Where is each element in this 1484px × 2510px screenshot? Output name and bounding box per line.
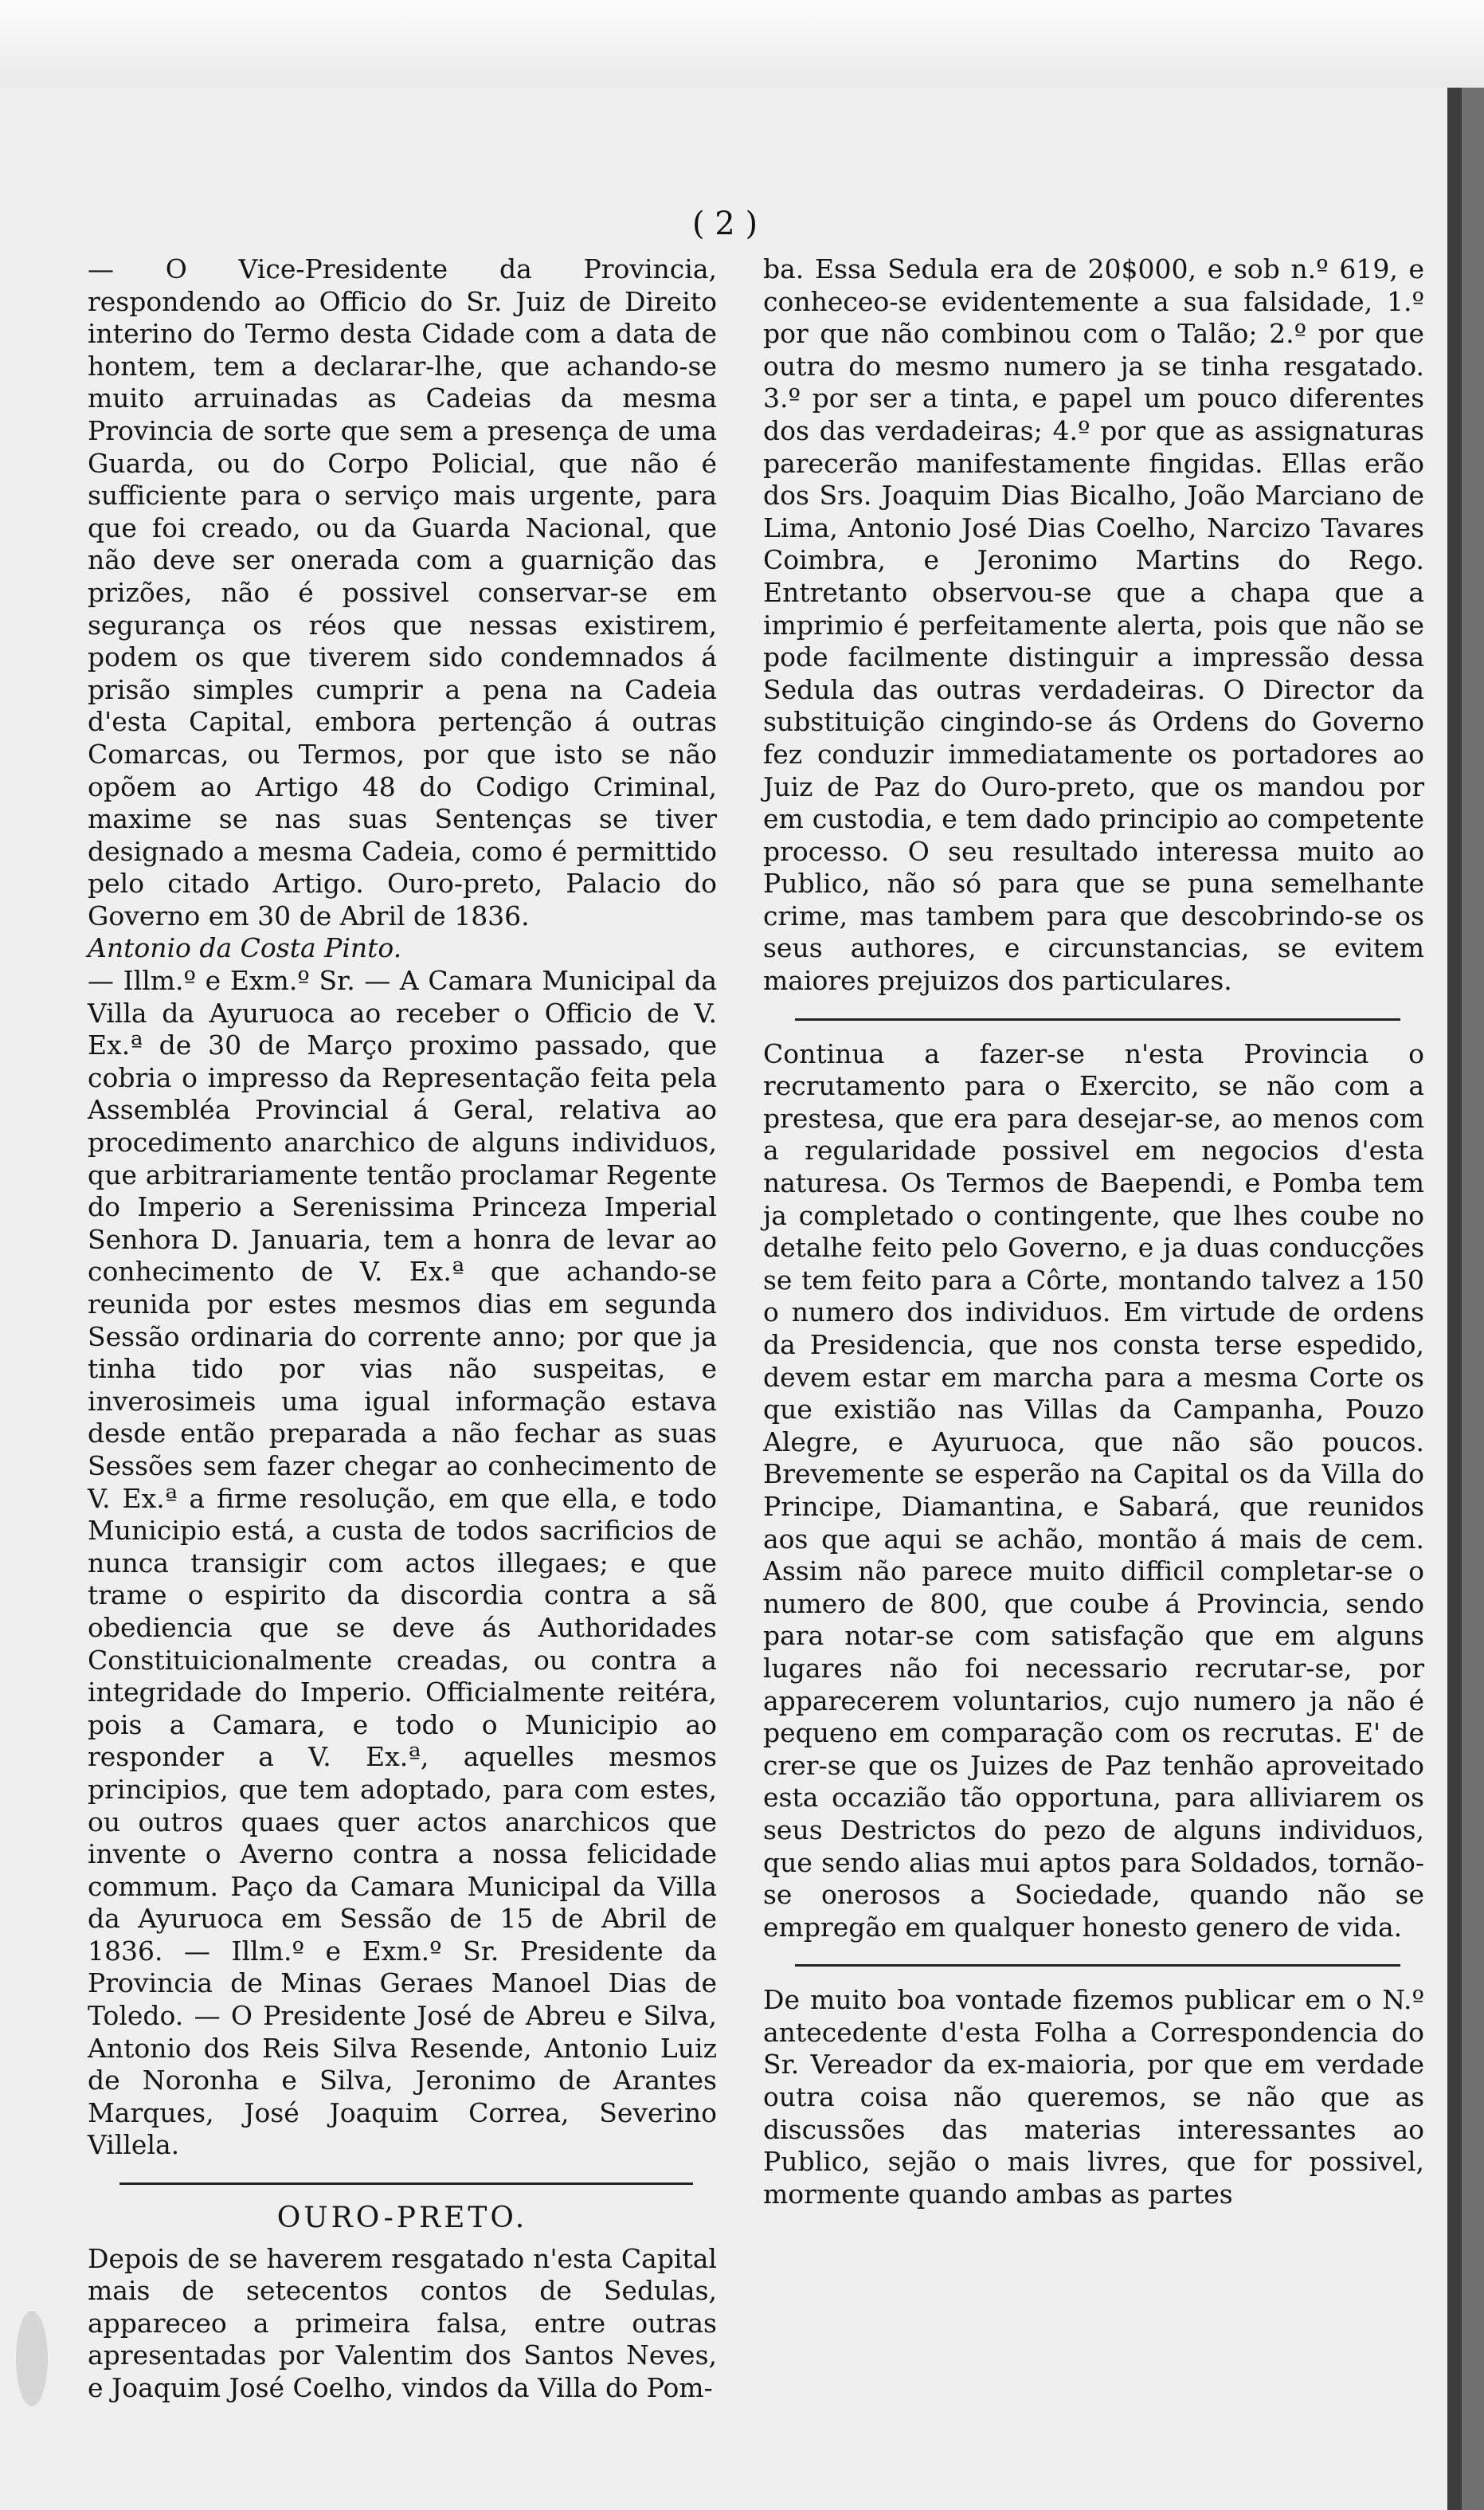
ouro-preto-paragraph: Depois de se haverem resgatado n'esta Capital mais de setecentos contos de Sedulas, appareceo a primeira falsa, entre outras apresentadas por Valentim dos Santos Neves, e Joaquim José Coelho, vindos da Villa do Pom- xyxy=(88,2242,717,2403)
column-rule xyxy=(795,1964,1400,1967)
section-title-ouro-preto: OURO-PRETO. xyxy=(276,2202,528,2235)
column-rule xyxy=(795,1018,1400,1021)
camara-ayuruoca-letter: — Illm.º e Exm.º Sr. — A Camara Municipal da Villa da Ayuruoca ao receber o Officio de V. Ex.ª de 30 de Março proximo passado, que cobria o impresso da Representação feita pela Assembléa Provincial á Geral, relativa ao procedimento anarchico de alguns individuos, que arbitrariamente tentão proclamar Regente do Imperio a Serenissima Princeza Imperial Senhora D. Januaria, tem a honra de levar ao conhecimento de V. Ex.ª que achando-se reunida por estes mesmos dias em segunda Sessão ordinaria do corrente anno; por que ja tinha tido por vias não suspeitas, e inverosimeis uma igual informação estava desde então preparada a não fechar as suas Sessões sem fazer chegar ao conhecimento de V. Ex.ª a firme resolução, em que ella, e todo Municipio está, a custa de todos sacrificios de nunca transigir com actos illegaes; e que trame o espirito da discordia contra a sã obediencia que se deve ás Authoridades Constituicionalmente creadas, ou contra a integridade do Imperio. Officialmente reitéra, pois a Camara, e todo o Municipio ao responder a V. Ex.ª, aquelles mesmos principios, que tem adoptado, para com estes, ou outros quaes quer actos anarchicos que invente o Averno contra a nossa felicidade commum. Paço da Camara Municipal da Villa da Ayuruoca em Sessão de 15 de Abril de 1836. — Illm.º e Exm.º Sr. Presidente da Provincia de Minas Geraes Manoel Dias de Toledo. — O Presidente José de Abreu e Silva, Antonio dos Reis Silva Resende, Antonio Luiz de Noronha e Silva, Jeronimo de Arantes Marques, José Joaquim Correa, Severino Villela. xyxy=(88,965,717,2161)
signature: Antonio da Costa Pinto. xyxy=(88,932,402,964)
correspondence-paragraph: De muito boa vontade fizemos publicar em o N.º antecedente d'esta Folha a Correspondencia do Sr. Vereador da ex-maioria, por que em verdade outra coisa não queremos, se não que as discussões das materias interessantes ao Publico, sejão o mais livres, que for possivel, mormente quando ambas as partes xyxy=(763,1984,1424,2210)
column-rule xyxy=(119,2183,693,2185)
vice-president-notice: — O Vice-Presidente da Provincia, respondendo ao Officio do Sr. Juiz de Direito interino do Termo desta Cidade com a data de hontem, tem a declarar-lhe, que achando-se muito arruinadas as Cadeias da mesma Provincia de sorte que sem a presença de uma Guarda, ou do Corpo Policial, que não é sufficiente para o serviço mais urgente, para que foi creado, ou da Guarda Nacional, que não deve ser onerada com a guarnição das prizões, não é possivel conservar-se em segurança os réos que nessas existirem, podem os que tiverem sido condemnados á prisão simples cumprir a pena na Cadeia d'esta Capital, embora pertenção á outras Comarcas, ou Termos, por que isto se não opõem ao Artigo 48 do Codigo Criminal, maxime se nas suas Sentenças se tiver designado a mesma Cadeia, como é permittido pelo citado Artigo. Ouro-preto, Palacio do Governo em 30 de Abril de 1836. xyxy=(88,253,717,931)
recruitment-paragraph: Continua a fazer-se n'esta Provincia o recrutamento para o Exercito, se não com a prestesa, que era para desejar-se, ao menos com a regularidade possivel em negocios d'esta naturesa. Os Termos de Baependi, e Pomba tem ja completado o contingente, que lhes coube no detalhe feito pelo Governo, e ja duas conducções se tem feito para a Côrte, montando talvez a 150 o numero dos individuos. Em virtude de ordens da Presidencia, que nos consta terse espedido, devem estar em marcha para a mesma Corte os que existião nas Villas da Campanha, Pouzo Alegre, e Ayuruoca, que não são poucos. Brevemente se esperão na Capital os da Villa do Principe, Diamantina, e Sabará, que reunidos aos que aqui se achão, montão á mais de cem. Assim não parece muito difficil completar-se o numero de 800, que coube á Provincia, sendo para notar-se com satisfação que em alguns lugares não foi necessario recrutar-se, por apparecerem voluntarios, cujo numero ja não é pequeno em comparação com os recrutas. E' de crer-se que os Juizes de Paz tenhão aproveitado esta occazião tão opportuna, para alliviarem os seus Destrictos do pezo de alguns individuos, que sendo alias mui aptos para Soldados, tornão-se onerosos a Sociedade, quando não se empregão em qualquer honesto genero de vida. xyxy=(763,1037,1424,1943)
ink-smudge xyxy=(16,2311,48,2406)
right-column xyxy=(763,253,1424,2210)
left-column xyxy=(88,253,717,2405)
page-number: ( 2 ) xyxy=(691,206,758,242)
facing-page-strip xyxy=(0,0,1484,88)
sedula-paragraph: ba. Essa Sedula era de 20$000, e sob n.º 619, e conheceo-se evidentemente a sua falsidade, 1.º por que não combinou com o Talão; 2.º por que outra do mesmo numero ja se tinha resgatado. 3.º por ser a tinta, e papel um pouco diferentes dos das verdadeiras; 4.º por que as assignaturas parecerão manifestamente fingidas. Ellas erão dos Srs. Joaquim Dias Bicalho, João Marciano de Lima, Antonio José Dias Coelho, Narcizo Tavares Coimbra, e Jeronimo Martins do Rego. Entretanto observou-se que a chapa que a imprimio é perfeitamente alerta, pois que não se pode facilmente distinguir a impressão dessa Sedula das outras verdadeiras. O Director da substituição cingindo-se ás Ordens do Governo fez conduzir immediatamente os portadores ao Juiz de Paz do Ouro-preto, que os mandou por em custodia, e tem dado principio ao competente processo. O seu resultado interessa muito ao Publico, não só para que se puna semelhante crime, mas tambem para que descobrindo-se os seus authores, e circunstancias, se evitem maiores prejuizos dos particulares. xyxy=(763,253,1424,997)
